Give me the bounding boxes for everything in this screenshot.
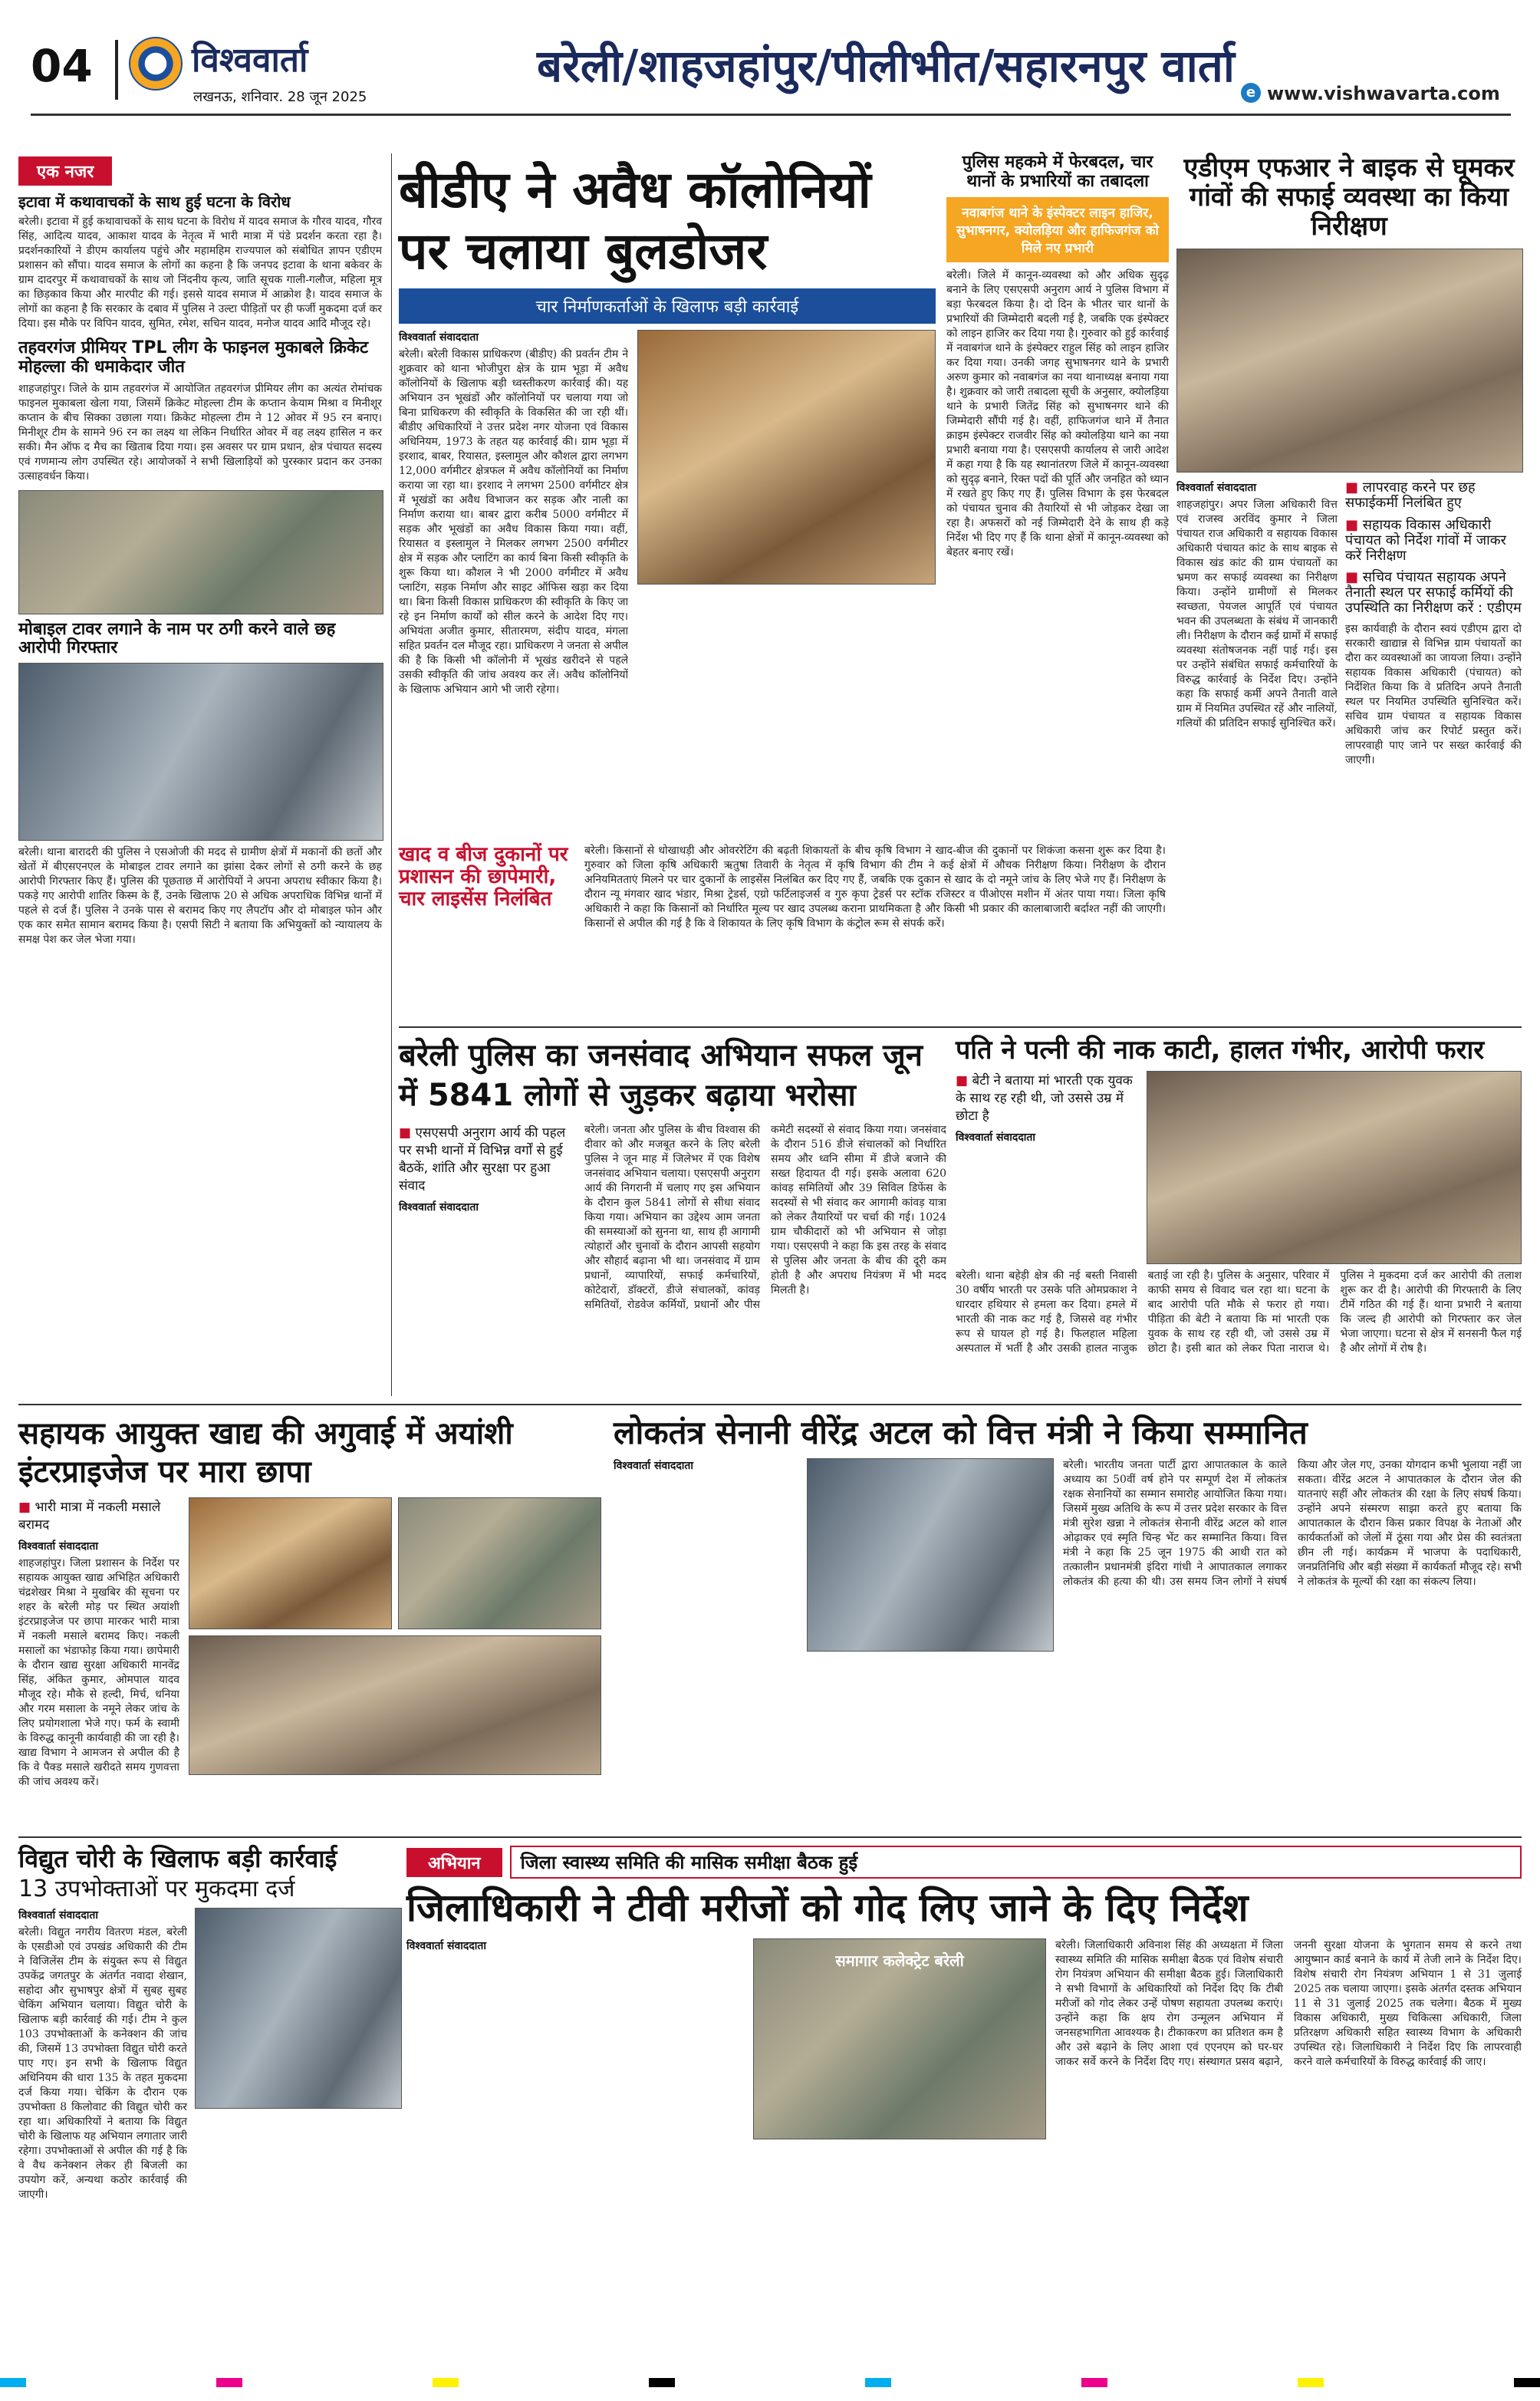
ek-nazar-item2-body: शाहजहांपुर। जिले के ग्राम तहवरगंज में आयोजित तहवरगंज प्रीमियर लीग का अत्यंत रोमांचक फाइनल मुकाबला खेला गया, जिसमें क्रिकेट मोहल्ला टीम के कप्तान केयाम मिश्रा व मिनीशूर कप्तान के बीच सिक्का उछाला गया। क्रिकेट मोहल्ला टीम ने 12 ओवर में 95 रन बनाए। मिनीशूर टीम के सामने 96 रन का लक्ष्य था लेकिन निर्धारित ओवर में वह लक्ष्य हासिल न कर सकी। मैन ऑफ द मैच का खिताब दिया गया। इस अवसर पर ग्राम प्रधान, क्षेत्र पंचायत सदस्य एवं गणमान्य लोग उपस्थित रहे। आयोजकों ने सभी खिलाड़ियों को पुरस्कार प्रदान कर उनका उत्साहवर्धन किया। — [18, 382, 382, 483]
nose-cut-callout: ■ बेटी ने बताया मां भारती एक युवक के साथ रह रही थी, जो उससे उम्र में छोटा है — [956, 1071, 1139, 1124]
adm-body-2: इस कार्यवाही के दौरान स्वयं एडीएम द्वारा दो सरकारी खाद्यान्न से विभिन्न ग्राम पंचायतों का दौरा कर व्यवस्थाओं का जायजा लिया। उन्होंने सहायक विकास अधिकारी (पंचायत) को निर्देशित किया कि वे प्रतिदिन अपने तैनाती स्थल पर नियमित उपस्थिति सुनिश्चित करें। सचिव ग्राम पंचायत व सहायक विकास अधिकारी जांच कर रिपोर्ट प्रस्तुत करें। लापरवाही पाए जाने पर सख्त कार्रवाई की जाएगी। — [1345, 623, 1522, 767]
jansamvad-headline: बरेली पुलिस का जनसंवाद अभियान सफल जून में 5841 लोगों से जुड़कर बढ़ाया भरोसा — [399, 1038, 923, 1113]
masthead — [0, 0, 1540, 114]
tb-headline: जिलाधिकारी ने टीवी मरीजों को गोद लिए जाने के दिए निर्देश — [406, 1886, 1249, 1930]
cricket-team-photo — [18, 490, 383, 614]
fertilizer-story — [399, 844, 1166, 1020]
ek-nazar-column — [18, 156, 382, 1398]
adm-bullet-2: ■ सहायक विकास अधिकारी पंचायत को निर्देश गांवों में जाकर करें निरीक्षण — [1345, 518, 1522, 564]
nose-cut-body: बरेली। थाना बहेड़ी क्षेत्र की नई बस्ती निवासी 30 वर्षीय भारती पर उसके पति ओमप्रकाश ने धारदार हथियार से हमला कर दिया। हमले में भारती की नाक कट गई है, जिससे वह गंभीर रूप से घायल हो गई है। फिलहाल महिला अस्पताल में भर्ती है और उसकी हालत नाजुक बताई जा रही है। पुलिस के अनुसार, परिवार में काफी समय से विवाद चल रहा था। घटना के बाद आरोपी पति मौके से फरार हो गया। पीड़िता की बेटी ने बताया कि मां भारती एक युवक के साथ रह रही थी, जो उससे उम्र में छोटा है। इसी बात को लेकर पिता नाराज थे। पुलिस ने मुकदमा दर्ज कर आरोपी की तलाश शुरू कर दी है। आरोपी की गिरफ्तारी के लिए टीमें गठित की गई हैं। थाना प्रभारी ने बताया कि जल्द ही आरोपी को गिरफ्तार कर जेल भेजा जाएगा। घटना से क्षेत्र में सनसनी फैल गई है और लोगों में रोष है। — [956, 1270, 1522, 1355]
section-title: बरेली/शाहजहांपुर/पीलीभीत/सहारनपुर वार्ता — [537, 40, 1235, 92]
loktantra-story — [614, 1415, 1522, 1829]
adm-body: शाहजहांपुर। अपर जिला अधिकारी वित्त एवं राजस्व अरविंद कुमार ने जिला पंचायत राज अधिकारी व सहायक विकास अधिकारी पंचायत कांट के साथ बाइक से विकास खंड कांट की ग्राम पंचायतों का भ्रमण कर सफाई व्यवस्था का निरीक्षण किया। उन्होंने ग्रामीणों से मिलकर स्वच्छता, पेयजल आपूर्ति एवं पंचायत भवन की उपलब्धता के संबंध में जानकारी ली। निरीक्षण के दौरान कई ग्रामों में सफाई व्यवस्था संतोषजनक नहीं पाई गई। इस पर उन्होंने संबंधित सफाई कर्मचारियों के विरुद्ध कार्रवाई के निर्देश दिए। उन्होंने कहा कि सफाई कर्मी अपने तैनाती वाले ग्राम में नियमित उपस्थित रहें और नालियों, गलियों की प्रतिदिन सफाई सुनिश्चित करें। — [1176, 499, 1338, 730]
nose-cut-byline: विश्ववार्ता संवाददाता — [956, 1131, 1036, 1145]
jansamvad-body: बरेली। जनता और पुलिस के बीच विश्वास की दीवार को और मजबूत करने के लिए बरेली पुलिस ने जून माह में जिलेभर में एक विशेष जनसंवाद अभियान चलाया। एसएसपी अनुराग आर्य की निगरानी में चलाए गए इस अभियान के दौरान कुल 5841 लोगों से सीधा संवाद किया गया। अभियान का उद्देश्य आम जनता की समस्याओं को सुनना था, साथ ही आगामी त्योहारों और चुनावों के दौरान आपसी सहयोग और सौहार्द बढ़ाना भी था। जनसंवाद में ग्राम प्रधानों, व्यापारियों, सफाई कर्मचारियों, कोटेदारों, डॉक्टरों, डीजे संचालकों, कांवड़ समितियों, रोडवेज कर्मियों, प्रधानों और पीस कमेटी सदस्यों से संवाद किया गया। जनसंवाद के दौरान 516 डीजे संचालकों को निर्धारित समय और ध्वनि सीमा में डीजे बजाने की सख्त हिदायत दी गई। इसके अलावा 620 कांवड़ समितियों और 39 सिविल डिफेंस के सदस्यों से भी संवाद कर आगामी कांवड़ यात्रा को लेकर तैयारियों पर चर्चा की गई। 1024 ग्राम चौकीदारों को भी अभियान से जोड़ा गया। एसएसपी ने कहा कि इस तरह के संवाद से पुलिस और जनता के बीच की दूरी कम होती है और अपराध नियंत्रण में भी मदद मिलती है। — [584, 1124, 946, 1311]
police-transfer-headline: पुलिस महकमे में फेरबदल, चार थानों के प्रभारियों का तबादला — [962, 153, 1153, 191]
color-bar — [649, 2378, 675, 2387]
color-bar — [433, 2378, 459, 2387]
police-transfer-body: बरेली। जिले में कानून-व्यवस्था को और अधिक सुदृढ़ बनाने के लिए एसएसपी अनुराग आर्य ने पुलिस विभाग में बड़ा फेरबदल किया है। दो दिन के भीतर चार थानों के प्रभारियों की जिम्मेदारी बदली गई है, जबकि एक इंस्पेक्टर को लाइन हाजिर कर दिया गया है। गुरुवार को हुई कार्रवाई में नवाबगंज थाने के इंस्पेक्टर राहुल सिंह को लाइन हाजिर कर दिया गया। उनकी जगह सुभाषनगर थाने के प्रभारी अरुण कुमार को नवाबगंज का नया थानाध्यक्ष बनाया गया है। शुक्रवार को जारी तबादला सूची के अनुसार, क्योलड़िया थाने के प्रभारी जितेंद्र सिंह को सुभाषनगर थाने की जिम्मेदारी सौंपी गई है। वहीं, हाफिजगंज थाने में तैनात क्राइम इंस्पेक्टर राजवीर सिंह को क्योलड़िया थाने का नया प्रभारी बनाया गया है। एसएसपी कार्यालय से जारी आदेश में कहा गया है कि यह स्थानांतरण जिले में कानून-व्यवस्था को सुदृढ़ बनाने, रिक्त पदों की पूर्ति और जनहित को ध्यान में रखते हुए किए गए हैं। पुलिस विभाग के इस फेरबदल को पंचायत चुनाव की तैयारियों से भी जोड़कर देखा जा रहा है। अफसरों को नई जिम्मेदारी देने के साथ ही कड़े निर्देश भी दिए गए हैं कि थाना क्षेत्रों में कानून-व्यवस्था को बेहतर बनाए रखें। — [946, 269, 1169, 559]
ek-nazar-label: एक नजर — [18, 156, 112, 186]
ek-nazar-item1-body: बरेली। इटावा में हुई कथावाचकों के साथ घटना के विरोध में यादव समाज के गौरव यादव, गौरव सिंह, आदित्य यादव, आकाश यादव के नेतृत्व में भारी मात्रा में पंडे प्रदर्शन करता रहा है। प्रदर्शनकारियों ने डीएम कार्यालय पहुंचे और महामहिम राज्यपाल को संबोधित ज्ञापन एडीएम प्रशासन को सौंपा। यादव समाज के लोगों का कहना है कि जनपद इटावा के थाना बकेवर के ग्राम दादरपुर में कथावाचकों के साथ जो निंदनीय कृत्य, जाति सूचक गाली-गलौज, महिला मूत्र का छिड़काव किया और मारपीट की गई। इससे यादव समाज में आक्रोश है। यादव समाज के लोगों का कहना है कि सरकार के दबाव में पुलिस ने उल्टा पीड़ितों पर ही फर्जी मुकदमा दर्ज कर दिया। इस मौके पर विपिन यादव, सुमित, रमेश, सचिन यादव, मनोज यादव आदि मौजूद रहे। — [18, 216, 382, 331]
food-raid-callout: ■ भारी मात्रा में नकली मसाले बरामद — [18, 1497, 179, 1533]
color-bar — [0, 2378, 26, 2387]
tb-tag: अभियान — [406, 1848, 502, 1877]
tb-byline: विश्ववार्ता संवाददाता — [406, 1940, 487, 1952]
jansamvad-callout: ■ एसएसपी अनुराग आर्य की पहल पर सभी थानों में विभिन्न वर्गों से हुई बैठकें, शांति और सुरक्षा पर हुआ संवाद — [399, 1123, 575, 1194]
ek-nazar-item3-body: बरेली। थाना बारादरी की पुलिस ने एसओजी की मदद से ग्रामीण क्षेत्रों में मकानों की छतों और खेतों में बीएसएनएल के मोबाइल टावर लगाने का झांसा देकर लोगों से ठगी करने के छह आरोपी गिरफ्तार किए हैं। पुलिस की पूछताछ में आरोपियों ने अपना अपराध स्वीकार किया है। पकड़े गए आरोपी शातिर किस्म के हैं, उनके खिलाफ 20 से अधिक अपराधिक विभिन्न थानों में पहले से दर्ज हैं। पुलिस ने उनके पास से बरामद किए गए लैपटॉप और दो मोबाइल फोन और एक कार समेत सामान बरामद किया है। एसपी सिटी ने बताया कि अभियुक्तों को न्यायालय के समक्ष पेश कर जेल भेजा गया। — [18, 845, 382, 946]
raid-photo-3 — [189, 1635, 601, 1775]
print-color-bar — [0, 2378, 1540, 2387]
loktantra-body: बरेली। भारतीय जनता पार्टी द्वारा आपातकाल के काले अध्याय का 50वीं वर्ष होने पर सम्पूर्ण देश में लोकतंत्र रक्षक सेनानियों का सम्मान समारोह आयोजित किया गया। जिसमें मुख्य अतिथि के रूप में उत्तर प्रदेश सरकार के वित्त मंत्री सुरेश खन्ना ने लोकतंत्र सेनानी वीरेंद्र अटल को शाल ओढ़ाकर एवं स्मृति चिन्ह भेंट कर सम्मानित किया। वित्त मंत्री ने कहा कि 25 जून 1975 की आधी रात को तत्कालीन प्रधानमंत्री इंदिरा गांधी ने आपातकाल लगाकर लोकतंत्र की हत्या की थी। उस समय जिन लोगों ने संघर्ष किया और जेल गए, उनका योगदान कभी भुलाया नहीं जा सकता। वीरेंद्र अटल ने आपातकाल के दौरान जेल की यातनाएं सहीं और लोकतंत्र की रक्षा के लिए संघर्ष किया। उन्होंने अपने संस्मरण साझा करते हुए बताया कि आपातकाल के दौरान किस प्रकार विपक्ष के नेताओं और कार्यकर्ताओं को जेलों में ठूंसा गया और प्रेस की स्वतंत्रता छीन ली गई। कार्यक्रम में भाजपा के पदाधिकारी, जनप्रतिनिधि और बड़ी संख्या में कार्यकर्ता मौजूद रहे। सभी ने लोकतंत्र के मूल्यों की रक्षा का संकल्प लिया। — [1063, 1459, 1522, 1589]
ek-nazar-item1-title: इटावा में कथावाचकों के साथ हुई घटना के विरोध — [18, 193, 291, 211]
color-bar — [216, 2378, 242, 2387]
section-rule — [399, 1026, 1522, 1028]
electricity-check-photo — [195, 1908, 402, 2109]
electricity-headline: विद्युत चोरी के खिलाफ बड़ी कार्रवाई — [18, 1844, 337, 1873]
section-rule — [18, 1404, 1522, 1405]
arrested-accused-photo — [18, 663, 383, 841]
felicitation-photo — [807, 1458, 1054, 1652]
column-divider — [391, 153, 392, 1396]
fertilizer-body: बरेली। किसानों से धोखाधड़ी और ओवररेटिंग की बढ़ती शिकायतों के बीच कृषि विभाग ने खाद-बीज की दुकानों पर शिकंजा कसना शुरू कर दिया है। गुरुवार को जिला कृषि अधिकारी ऋतुषा तिवारी के नेतृत्व में कृषि विभाग की टीम ने कई क्षेत्रों में औचक निरीक्षण किया। निरीक्षण के दौरान अनियमितताएं मिलने पर चार दुकानों के लाइसेंस निलंबित कर दिए गए हैं, जबकि एक दुकान से खाद के दो नमूने जांच के लिए भेजे गए हैं। निरीक्षण के दौरान न्यू मंगवार खाद भंडार, मिश्रा ट्रेडर्स, एग्रो फर्टिलाइजर्स व गुरु कृपा ट्रेडर्स पर स्टॉक रजिस्टर व पीओएस मशीन में अंतर पाया गया। जिला कृषि अधिकारी ने कहा कि किसानों को निर्धारित मूल्य पर खाद उपलब्ध कराना प्राथमिकता है और किसी भी प्रकार की कालाबाजारी बर्दाश्त नहीं की जाएगी। किसानों से अपील की गई है कि वे शिकायत के लिए कृषि विभाग के कंट्रोल रूम से संपर्क करें। — [584, 845, 1166, 930]
bda-body: बरेली। बरेली विकास प्राधिकरण (बीडीए) की प्रवर्तन टीम ने शुक्रवार को थाना भोजीपुरा क्षेत्र के ग्राम भूड़ा में अवैध कॉलोनियों के खिलाफ बड़ी ध्वस्तीकरण कार्रवाई की। यह अभियान उन भूखंडों और कॉलोनियों पर चलाया गया जो बिना प्राधिकरण की स्वीकृति के विकसित की जा रही थीं। बीडीए अधिकारियों ने उत्तर प्रदेश नगर योजना एवं विकास अधिनियम, 1973 के तहत यह कार्रवाई की। ग्राम भूड़ा में इरशाद, बाबर, रियासत, इस्लामुल और कौशल द्वारा लगभग 12,000 वर्गमीटर क्षेत्रफल में अवैध कॉलोनियों का निर्माण कराया जा रहा था। इरशाद ने लगभग 2500 वर्गमीटर क्षेत्र में भूखंडों का अवैध विभाजन कर सड़क और नाली का निर्माण कराया था। बाबर द्वारा करीब 5000 वर्गमीटर में सड़क और भूखंडों का अवैध विकास किया गया। वहीं, रियासत व इस्लामुल ने मिलकर लगभग 2500 वर्गमीटर क्षेत्र में सड़क और प्लाटिंग का कार्य बिना किसी स्वीकृति के शुरू किया था। कौशल ने भी 2000 वर्गमीटर में अवैध प्लाटिंग, सड़क निर्माण और साइट ऑफिस खड़ा कर दिया था। बिना किसी विकास प्राधिकरण की स्वीकृति के किए जा रहे इन निर्माण कार्यों को सील करने के आदेश दिए गए। अभियंता अजीत कुमार, सीतारमण, संदीप यादव, मंगला सहित प्रवर्तन दल मौजूद रहा। प्राधिकरण ने जनता से अपील की है कि किसी भी कॉलोनी में भूखंड खरीदने से पहले उसकी स्वीकृति की जांच अवश्य कर लें। अवैध कॉलोनियों के खिलाफ अभियान आगे भी जारी रहेगा। — [399, 348, 629, 696]
paper-name: विश्ववार्ता — [192, 41, 308, 80]
police-transfer-orange-box: नवाबगंज थाने के इंस्पेक्टर लाइन हाजिर, सुभाषनगर, क्योलड़िया और हाफिजगंज को मिले नए प्रभारी — [946, 197, 1169, 262]
bda-headline: बीडीए ने अवैध कॉलोनियों पर चलाया बुलडोजर — [399, 160, 871, 281]
food-raid-headline: सहायक आयुक्त खाद्य की अगुवाई में अयांशी इंटरप्राइजेज पर मारा छापा — [18, 1416, 513, 1490]
electricity-subhead: 13 उपभोक्ताओं पर मुकदमा दर्ज — [18, 1875, 295, 1902]
color-bar — [1081, 2378, 1107, 2387]
nose-cut-story — [956, 1036, 1522, 1396]
bda-subhead: चार निर्माणकर्ताओं के खिलाफ बड़ी कार्रवाई — [399, 288, 936, 324]
masthead-rule — [31, 114, 1511, 116]
website-link[interactable]: www.vishwavarta.com — [1267, 83, 1500, 104]
electricity-story — [18, 1846, 402, 2337]
globe-icon: e — [1241, 83, 1261, 103]
meeting-photo — [753, 1938, 1046, 2139]
tb-story — [406, 1846, 1522, 2337]
ek-nazar-item2-title: तहवरगंज प्रीमियर TPL लीग के फाइनल मुकाबले क्रिकेट मोहल्ला की धमाकेदार जीत — [18, 338, 369, 377]
loktantra-headline: लोकतंत्र सेनानी वीरेंद्र अटल को वित्त मंत्री ने किया सम्मानित — [614, 1414, 1308, 1451]
paper-logo-icon — [129, 37, 183, 91]
electricity-byline: विश्ववार्ता संवाददाता — [18, 1909, 99, 1922]
bulldozer-photo — [637, 330, 936, 585]
adm-bullet-1: ■ लापरवाह करने पर छह सफाईकर्मी निलंबित हुए — [1345, 480, 1522, 511]
food-raid-story — [18, 1415, 601, 1829]
location-date: लखनऊ, शनिवार. 28 जून 2025 — [193, 89, 367, 105]
tb-body: बरेली। जिलाधिकारी अविनाश सिंह की अध्यक्षता में जिला स्वास्थ्य समिति की मासिक समीक्षा बैठक एवं विशेष संचारी रोग नियंत्रण अभियान की समीक्षा बैठक हुई। जिलाधिकारी ने सभी विभागों के अधिकारियों को निर्देश दिए कि टीबी मरीजों को गोद लेकर उन्हें पोषण सहायता उपलब्ध कराएं। उन्होंने कहा कि क्षय रोग उन्मूलन अभियान में जनसहभागिता आवश्यक है। टीकाकरण का प्रतिशत कम है और उसे बढ़ाने के लिए आशा एवं एएनएम को घर-घर जाकर सर्वे करने के निर्देश दिए गए। संस्थागत प्रसव बढ़ाने, जननी सुरक्षा योजना के भुगतान समय से करने तथा आयुष्मान कार्ड बनाने के कार्य में तेजी लाने के निर्देश दिए। विशेष संचारी रोग नियंत्रण अभियान 1 से 31 जुलाई 2025 तक चलाया जाएगा। इसके अंतर्गत दस्तक अभियान 11 से 31 जुलाई 2025 तक चलेगा। बैठक में मुख्य विकास अधिकारी, मुख्य चिकित्सा अधिकारी, जिला प्रतिरक्षण अधिकारी सहित स्वास्थ्य विभाग के अधिकारी उपस्थित रहे। जिलाधिकारी ने निर्देश दिए कि लापरवाही करने वाले कर्मचारियों के विरुद्ध कार्रवाई की जाए। — [1055, 1939, 1522, 2068]
adm-headline: एडीएम एफआर ने बाइक से घूमकर गांवों की सफाई व्यवस्था का किया निरीक्षण — [1183, 153, 1515, 242]
masthead-divider — [115, 40, 118, 100]
nose-cut-headline: पति ने पत्नी की नाक काटी, हालत गंभीर, आरोपी फरार — [956, 1035, 1485, 1065]
injured-woman-photo — [1147, 1071, 1522, 1264]
color-bar — [1514, 2378, 1540, 2387]
adm-bullet-3: ■ सचिव पंचायत सहायक अपने तैनाती स्थल पर सफाई कर्मियों की उपस्थिति का निरीक्षण करें : एडीएम — [1345, 570, 1522, 616]
section-rule — [18, 1836, 1522, 1838]
bda-story — [399, 153, 936, 736]
fertilizer-headline: खाद व बीज दुकानों पर प्रशासन की छापेमारी, चार लाइसेंस निलंबित — [399, 843, 568, 911]
electricity-body: बरेली। विद्युत नगरीय वितरण मंडल, बरेली के एसडीओ एवं उपखंड अधिकारी की टीम ने विजिलेंस टीम के संयुक्त रूप से विद्युत उपकेंद्र जगतपुर के अंतर्गत नवादा शेखान, सहोदा और सुभाषपुर क्षेत्रों में सुबह सुबह चेकिंग अभियान चलाया। विद्युत चोरी के खिलाफ बड़ी कार्रवाई की गई। टीम ने कुल 103 उपभोक्ताओं के कनेक्शन की जांच की, जिसमें 13 उपभोक्ता विद्युत चोरी करते पाए गए। इन सभी के खिलाफ विद्युत अधिनियम की धारा 135 के तहत मुकदमा दर्ज किया गया। चेकिंग के दौरान एक उपभोक्ता 8 किलोवाट की विद्युत चोरी कर रहा था। अधिकारियों ने बताया कि विद्युत चोरी के खिलाफ यह अभियान लगातार जारी रहेगा। उपभोक्ताओं से अपील की गई है कि वे वैध कनेक्शन लेकर ही बिजली का उपयोग करें, अन्यथा कठोर कार्रवाई की जाएगी। — [18, 1926, 187, 2202]
adm-byline: विश्ववार्ता संवाददाता — [1176, 482, 1257, 495]
adm-story — [1176, 153, 1522, 1013]
loktantra-byline: विश्ववार्ता संवाददाता — [614, 1460, 694, 1473]
jansamvad-byline: विश्ववार्ता संवाददाता — [399, 1201, 479, 1214]
ek-nazar-item3-title: मोबाइल टावर लगाने के नाम पर ठगी करने वाले छह आरोपी गिरफ्तार — [18, 619, 336, 658]
color-bar — [1298, 2378, 1324, 2387]
jansamvad-story — [399, 1036, 946, 1396]
bda-byline: विश्ववार्ता संवाददाता — [399, 331, 479, 344]
adm-bike-photo — [1176, 249, 1523, 473]
meeting-photo-sign: समागार कलेक्ट्रेट बरेली — [835, 1951, 964, 1970]
food-raid-byline: विश्ववार्ता संवाददाता — [18, 1540, 99, 1553]
food-raid-body: शाहजहांपुर। जिला प्रशासन के निर्देश पर सहायक आयुक्त खाद्य अभिहित अधिकारी चंद्रशेखर मिश्रा ने मुखबिर की सूचना पर शहर के बरेली मोड़ पर स्थित अयांशी इंटरप्राइजेज पर छापा मारकर भारी मात्रा में नकली मसाले बरामद किए। नकली मसालों का भंडाफोड़ किया गया। छापेमारी के दौरान खाद्य सुरक्षा अधिकारी मानवेंद्र सिंह, अंकित कुमार, ओमपाल यादव मौजूद रहे। मौके से हल्दी, मिर्च, धनिया और गरम मसाला के नमूने लेकर जांच के लिए प्रयोगशाला भेजे गए। फर्म के स्वामी के विरुद्ध कानूनी कार्यवाही की जा रही है। खाद्य विभाग ने आमजन से अपील की है कि वे पैक्ड मसाले खरीदते समय गुणवत्ता की जांच अवश्य करें। — [18, 1557, 179, 1788]
police-transfer-story — [946, 153, 1169, 798]
color-bar — [865, 2378, 891, 2387]
tb-kicker: जिला स्वास्थ्य समिति की मासिक समीक्षा बैठक हुई — [510, 1846, 1522, 1879]
raid-photo-2 — [398, 1497, 601, 1629]
page-number: 04 — [31, 40, 93, 92]
raid-photo-1 — [189, 1497, 392, 1629]
